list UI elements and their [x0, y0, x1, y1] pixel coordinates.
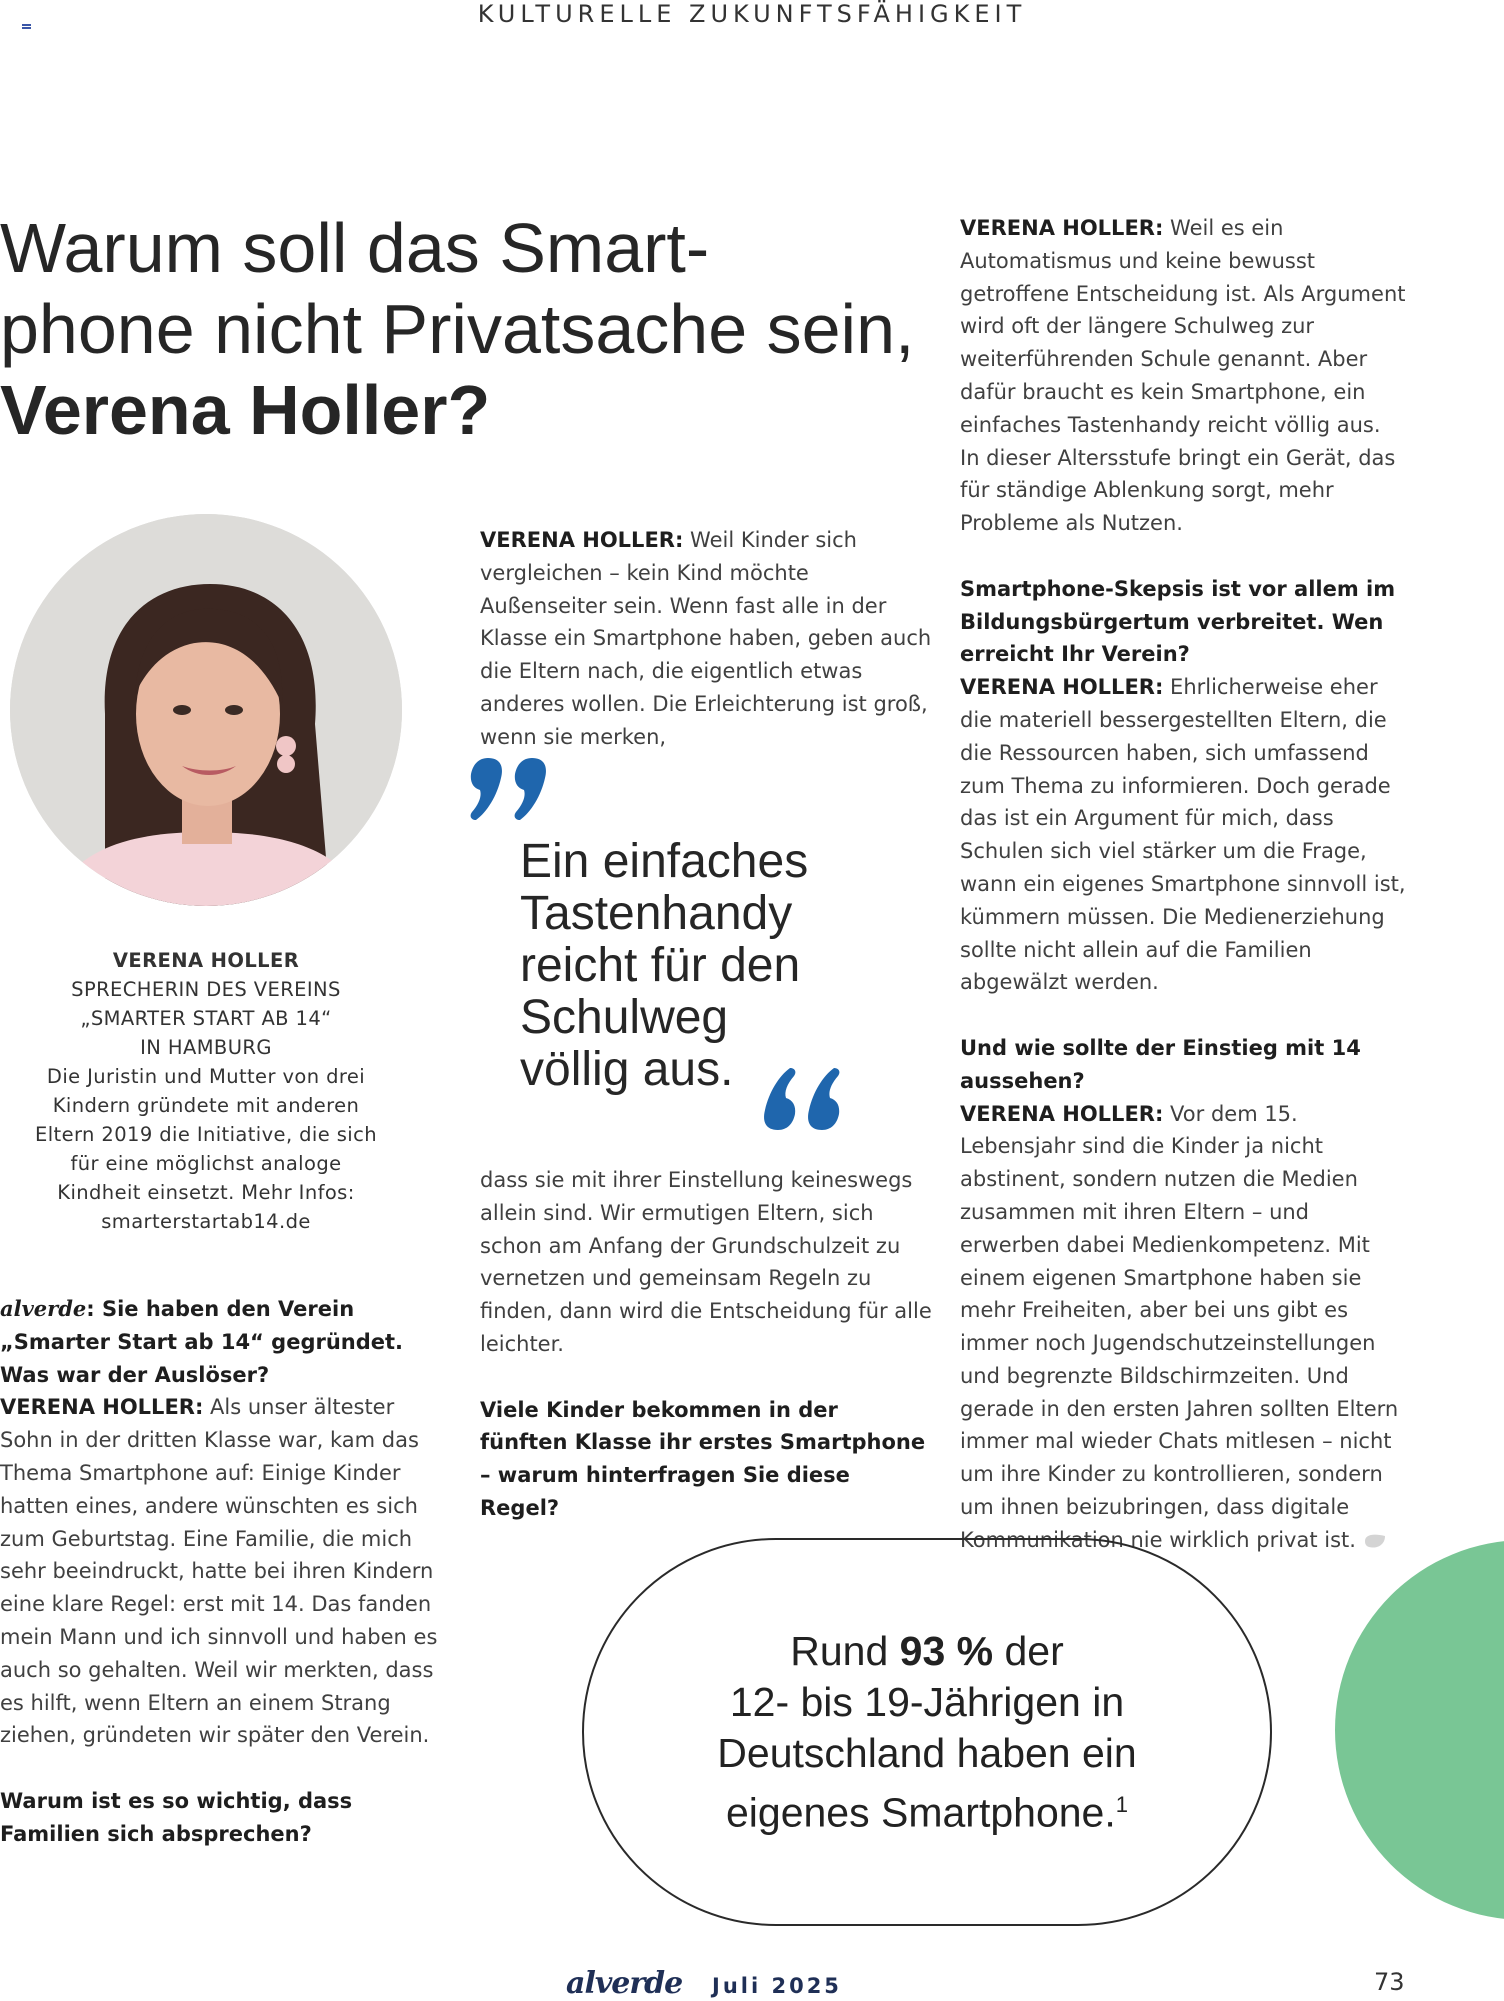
bio-link[interactable]: smarterstartab14.de	[101, 1210, 311, 1233]
pull-quote-line-4: Schulweg	[520, 991, 729, 1044]
portrait-photo	[10, 514, 402, 906]
bio-text-4: für eine möglichst analoge	[70, 1152, 342, 1175]
bio-text-3: Eltern 2019 die Initiative, die sich	[34, 1123, 377, 1146]
answer-1	[0, 1391, 438, 1752]
headline-line-3: Verena Holler?	[0, 371, 491, 449]
speaker-label: VERENA HOLLER:	[960, 216, 1164, 240]
statistic-text	[717, 1626, 1136, 1839]
answer-4-text: Ehrlicherweise eher die materiell bessergestellten Eltern, die die Ressourcen haben, sich umfassend zum Thema zu informieren. Doch gerade das ist ein Argument für mich, dass Schulen sich viel stärker um die Frage, wann ein eigenes Smartphone sinnvoll ist, kümmern müssen. Die Medienerziehung sollte nicht allein auf die Familien abgewälzt werden.	[960, 675, 1406, 995]
question-1: alverde: Sie haben den Verein „Smarter Start ab 14“ gegründet. Was war der Auslöser?	[0, 1296, 404, 1387]
brand-label: alverde	[0, 1296, 87, 1321]
answer-5-text: Vor dem 15. Lebensjahr sind die Kinder ja nicht abstinent, sondern nutzen die Medien zusammen mit ihren Eltern – und erwerben dabei Medienkompetenz. Mit einem eigenen Smartphone haben sie mehr Freiheiten, aber bei uns gibt es immer noch Jugendschutzeinstellungen und begrenzte Bildschirmzeiten. Und gerade in den ersten Jahren sollten Eltern immer mal wieder Chats mitlesen – nicht um ihre Kinder zu kontrollieren, sondern um ihnen beizubringen, dass digitale Kommunikation nie wirklich privat ist.	[960, 1101, 1399, 1552]
answer-5	[960, 1098, 1406, 1557]
bio-name: VERENA HOLLER	[112, 949, 300, 972]
statistic-pre: Rund	[790, 1627, 900, 1674]
answer-2-part-1-text: Weil Kinder sich vergleichen – kein Kind möchte Außenseiter sein. Wenn fast alle in der Klasse ein Smartphone haben, geben auch die Eltern nach, die eigentlich etwas anderes wollen. Die Erleichterung ist groß, wenn sie merken,	[480, 528, 932, 749]
pull-quote-line-2: Tastenhandy	[520, 887, 793, 940]
column-2-top	[480, 524, 932, 754]
question-4: Smartphone-Skepsis ist vor allem im Bildungsbürgertum verbreitet. Wen erreicht Ihr Verein?	[960, 576, 1396, 667]
statistic-line-2: 12- bis 19-Jährigen in	[729, 1678, 1125, 1725]
page-number: 73	[1374, 1968, 1405, 1996]
column-1	[0, 1293, 438, 1851]
pull-quote-line-5: völlig aus.	[520, 1043, 734, 1096]
statistic-box	[582, 1538, 1272, 1926]
section-title: KULTURELLE ZUKUNFTSFÄHIGKEIT	[477, 0, 1027, 28]
statistic-post: der	[993, 1627, 1064, 1674]
bio-role-1: SPRECHERIN DES VEREINS	[71, 978, 341, 1001]
headline-line-2: phone nicht Privatsache sein,	[0, 290, 915, 368]
portrait-illustration	[10, 514, 402, 906]
answer-2-part-2: dass sie mit ihrer Einstellung keineswegs allein sind. Wir ermutigen Eltern, sich schon am Anfang der Grundschulzeit zu vernetzen und gemeinsam Regeln zu finden, dann wird die Entscheidung für alle leichter.	[480, 1168, 932, 1356]
end-mark-icon	[1363, 1533, 1387, 1549]
footer-date: Juli 2025	[712, 1974, 842, 1998]
column-3	[960, 212, 1406, 1557]
speaker-label: VERENA HOLLER:	[960, 675, 1164, 700]
footer-brand-logo: alverde	[566, 1966, 683, 2001]
statistic-line-4	[717, 1779, 1136, 1839]
column-2-bottom	[480, 1164, 932, 1525]
statistic-value: 93 %	[899, 1627, 994, 1674]
footnote-marker: 1	[1115, 1791, 1128, 1817]
answer-3-text: Weil es ein Automatismus und keine bewusst getroffene Entscheidung ist. Als Argument wird oft der längere Schulweg zur weiterführenden Schule genannt. Aber dafür braucht es kein Smartphone, ein einfaches Tastenhandy reicht völlig aus. In dieser Altersstufe bringt ein Gerät, das für ständige Ablenkung sorgt, mehr Probleme als Nutzen.	[960, 216, 1406, 536]
closing-quote-icon	[758, 1068, 840, 1130]
statistic-line-4-text: eigenes Smartphone.	[725, 1789, 1116, 1836]
statistic-line-1	[717, 1626, 1136, 1677]
answer-1-text: Als unser ältester Sohn in der dritten Klasse war, kam das Thema Smartphone auf: Einige Kinder hatten eines, andere wünschten es sich zum Geburtstag. Eine Familie, die mich sehr beeindruckt, hatte bei ihren Kindern eine klare Regel: erst mit 14. Das fanden mein Mann und ich sinnvoll und haben es auch so gehalten. Weil wir merkten, dass es hilft, wenn Eltern an einem Strang ziehen, gründeten wir später den Verein.	[0, 1395, 438, 1748]
bio-role-3: IN HAMBURG	[140, 1036, 272, 1059]
speaker-label: VERENA HOLLER:	[960, 1101, 1164, 1126]
pull-quote-line-3: reicht für den	[520, 939, 801, 992]
headline-line-1: Warum soll das Smart-	[0, 209, 710, 287]
decorative-green-circle	[1335, 1540, 1504, 1920]
speaker-label: VERENA HOLLER:	[480, 528, 684, 552]
question-5: Und wie sollte der Einstieg mit 14 aussehen?	[960, 1035, 1361, 1093]
answer-3	[960, 212, 1406, 540]
bio-text-2: Kindern gründete mit anderen	[52, 1094, 360, 1117]
pull-quote	[520, 836, 940, 1096]
bio-text-5: Kindheit einsetzt. Mehr Infos:	[57, 1181, 355, 1204]
bio-role-2: „SMARTER START AB 14“	[80, 1007, 332, 1030]
statistic-line-3: Deutschland haben ein	[717, 1729, 1137, 1776]
question-1-text: Sie haben den Verein „Smarter Start ab 14“ gegründet. Was war der Auslöser?	[0, 1297, 404, 1387]
bio-text-1: Die Juristin und Mutter von drei	[46, 1065, 366, 1088]
headline	[0, 208, 930, 451]
question-2: Warum ist es so wichtig, dass Familien sich absprechen?	[0, 1788, 353, 1846]
speaker-label: VERENA HOLLER:	[0, 1395, 204, 1420]
answer-4	[960, 671, 1406, 999]
pull-quote-line-1: Ein einfaches	[520, 835, 809, 888]
question-3: Viele Kinder bekommen in der fünften Klasse ihr erstes Smartphone – warum hinterfragen Sie diese Regel?	[480, 1397, 926, 1520]
answer-2-part-1	[480, 524, 932, 754]
bio-box	[10, 946, 402, 1236]
opening-quote-icon	[470, 758, 552, 820]
